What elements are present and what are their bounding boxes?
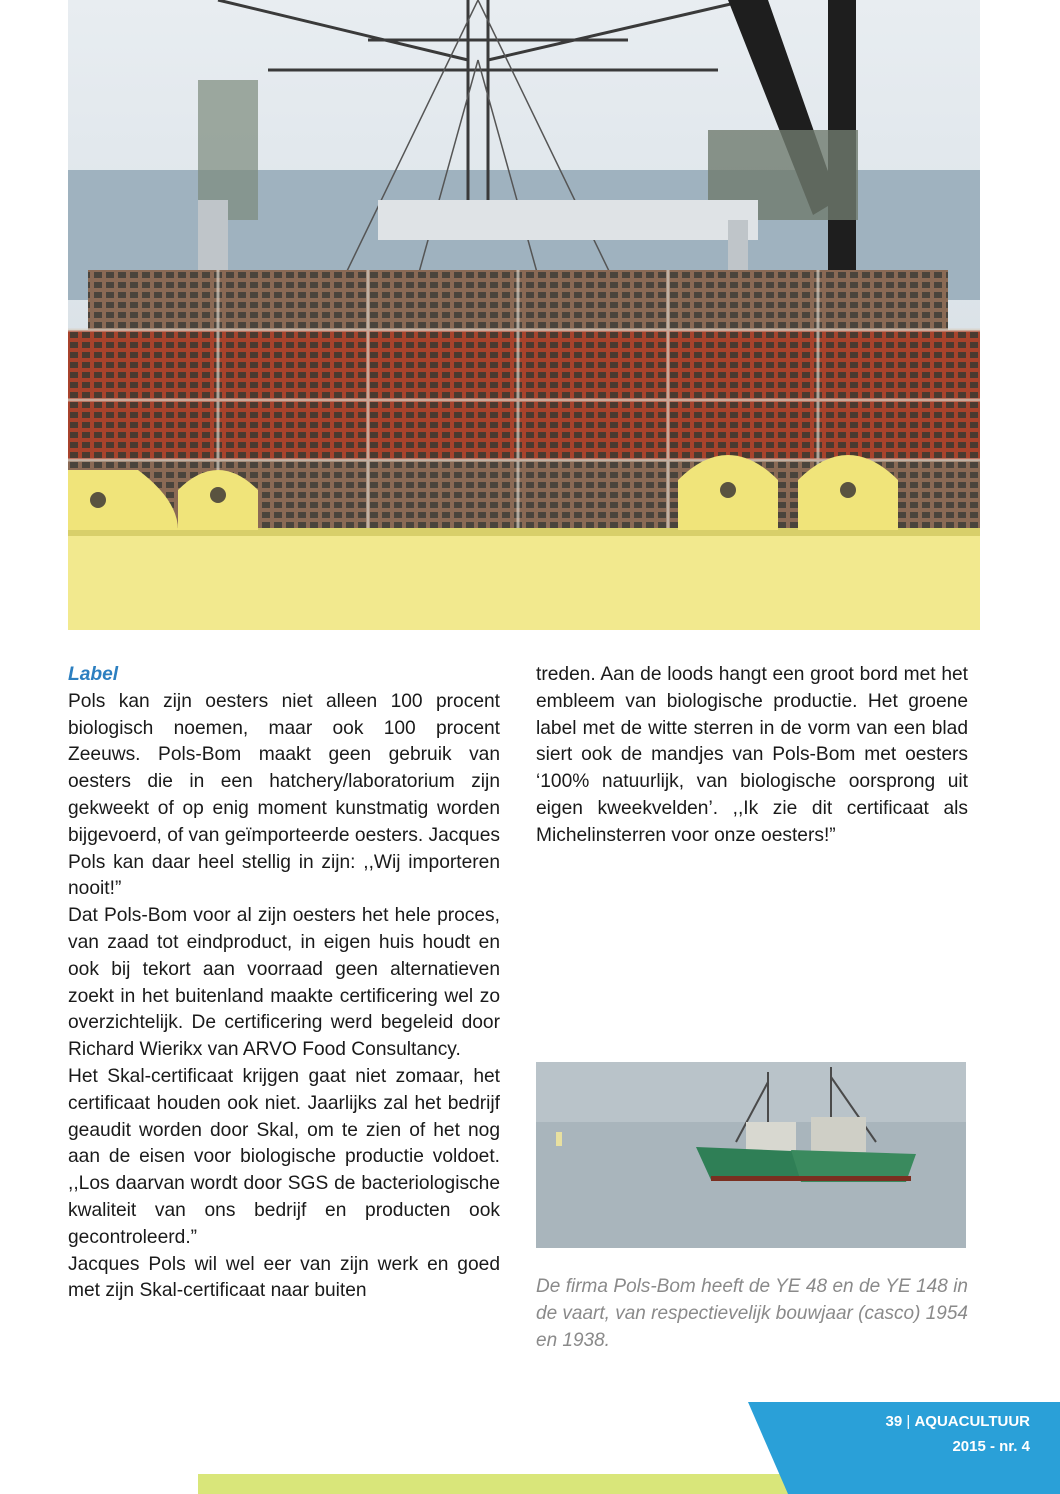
article-paragraph: Dat Pols-Bom voor al zijn oesters het hele proces, van zaad tot eindproduct, in eigen huis houdt en ook bij tekort aan voorraad geen alternatieven zoekt in het buitenland maakte certificering wel zo overzichtelijk. De certificering werd begeleid door Richard Wierikx van ARVO Food Consultancy. [68, 905, 500, 1061]
fishing-boats-photo [536, 1062, 966, 1248]
page-number: 39 [885, 1413, 903, 1430]
article-column-right [536, 662, 968, 850]
article-paragraph: treden. Aan de loods hangt een groot bord met het embleem van biologische productie. Het groene label met de witte sterren in de vorm van een blad siert ook de mandjes van Pols-Bom met oesters ‘100% natuurlijk, van biologische oorsprong uit eigen kweekvelden’. ,,Ik zie dit certificaat als Michelinsterren voor onze oesters!” [536, 664, 968, 846]
article-paragraph: Het Skal-certificaat krijgen gaat niet zomaar, het certificaat houden ook niet. Jaarlijks zal het bedrijf geaudit worden door Skal, om te zien of het nog aan de eisen voor biologische productie voldoet. ,,Los daarvan wordt door SGS de bacteriologische kwaliteit van ons bedrijf en producten ook gecontroleerd.” [68, 1065, 500, 1248]
footer-page-label: 39 | AQUACULTUUR [885, 1413, 1030, 1430]
photo-caption: De firma Pols-Bom heeft de YE 48 en de YE 148 in de vaart, van respectievelijk bouwjaar (casco) 1954 en 1938. [536, 1276, 968, 1351]
magazine-name: AQUACULTUUR [914, 1413, 1030, 1430]
oyster-crates-deck-photo [68, 0, 980, 630]
footer-accent-bar [198, 1474, 818, 1494]
footer-issue: 2015 - nr. 4 [952, 1438, 1030, 1455]
section-subheading: Label [68, 664, 119, 685]
article-column-left [68, 662, 500, 1305]
article-paragraph: Pols kan zijn oesters niet alleen 100 procent biologisch noemen, maar ook 100 procent Zeeuws. Pols-Bom maakt geen gebruik van oesters die in een hatchery/laboratorium zijn gekweekt of op enig moment kunstmatig worden bijgevoerd, of van geïmporteerde oesters. Jacques Pols kan daar heel stellig in zijn: ,,Wij importeren nooit!” [68, 690, 500, 900]
article-paragraph: Jacques Pols wil wel eer van zijn werk en goed met zijn Skal-certificaat naar buiten [68, 1253, 500, 1302]
